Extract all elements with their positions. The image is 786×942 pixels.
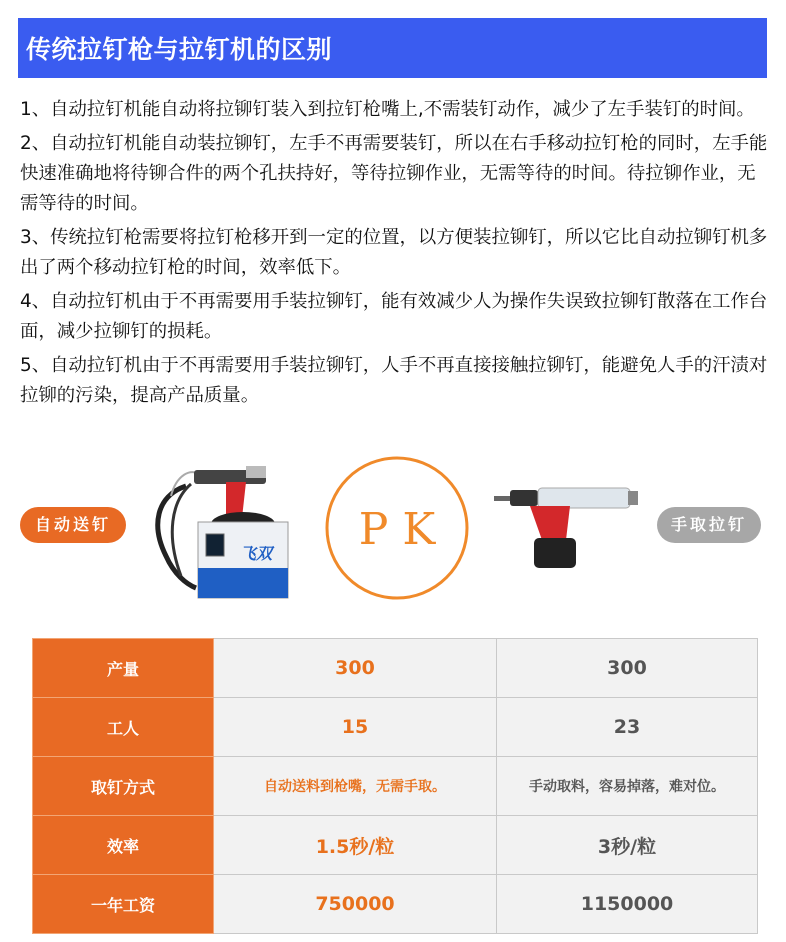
machine-logo: 飞双 bbox=[240, 544, 273, 563]
list-item: 5、自动拉钉机由于不再需要用手装拉铆钉，人手不再直接接触拉铆钉，能避免人手的汗渍对拉铆的污染，提高产品质量。 bbox=[20, 355, 768, 406]
comparison-table bbox=[32, 638, 758, 934]
manual-value: 3秒/粒 bbox=[497, 816, 758, 875]
row-label: 工人 bbox=[33, 698, 214, 757]
pk-badge bbox=[323, 454, 471, 602]
manual-value: 23 bbox=[497, 698, 758, 757]
auto-riveting-machine-image bbox=[146, 456, 296, 606]
table-row bbox=[33, 698, 758, 757]
table-row bbox=[33, 875, 758, 934]
page-title: 传统拉钉枪与拉钉机的区别 bbox=[26, 35, 333, 64]
table-row bbox=[33, 816, 758, 875]
table-row bbox=[33, 757, 758, 816]
row-label: 产量 bbox=[33, 639, 214, 698]
manual-value: 1150000 bbox=[497, 875, 758, 934]
manual-value: 300 bbox=[497, 639, 758, 698]
row-label: 一年工资 bbox=[33, 875, 214, 934]
list-item: 1、自动拉钉机能自动将拉铆钉装入到拉钉枪嘴上,不需装钉动作，减少了左手装钉的时间。 bbox=[20, 99, 755, 120]
list-item: 3、传统拉钉枪需要将拉钉枪移开到一定的位置，以方便装拉铆钉，所以它比自动拉铆钉机多出了两个移动拉钉枪的时间，效率低下。 bbox=[20, 227, 768, 278]
auto-value: 750000 bbox=[214, 875, 497, 934]
title-bar bbox=[18, 18, 767, 78]
pk-text: P K bbox=[358, 504, 436, 555]
auto-value: 自动送料到枪嘴，无需手取。 bbox=[214, 757, 497, 816]
auto-feed-label: 自动送钉 bbox=[20, 507, 126, 543]
table-row bbox=[33, 639, 758, 698]
auto-value: 1.5秒/粒 bbox=[214, 816, 497, 875]
manual-value: 手动取料，容易掉落，难对位。 bbox=[497, 757, 758, 816]
auto-value: 15 bbox=[214, 698, 497, 757]
difference-list bbox=[20, 95, 772, 415]
manual-feed-label: 手取拉钉 bbox=[657, 507, 761, 543]
list-item: 4、自动拉钉机由于不再需要用手装拉铆钉，能有效减少人为操作失误致拉铆钉散落在工作台面，减少拉铆钉的损耗。 bbox=[20, 291, 768, 342]
row-label: 取钉方式 bbox=[33, 757, 214, 816]
row-label: 效率 bbox=[33, 816, 214, 875]
auto-value: 300 bbox=[214, 639, 497, 698]
manual-rivet-gun-image bbox=[490, 480, 650, 580]
list-item: 2、自动拉钉机能自动装拉铆钉，左手不再需要装钉，所以在右手移动拉钉枪的同时，左手能快速准确地将待铆合件的两个孔扶持好，等待拉铆作业，无需等待的时间。待拉铆作业，无需等待的时间。 bbox=[20, 133, 768, 214]
